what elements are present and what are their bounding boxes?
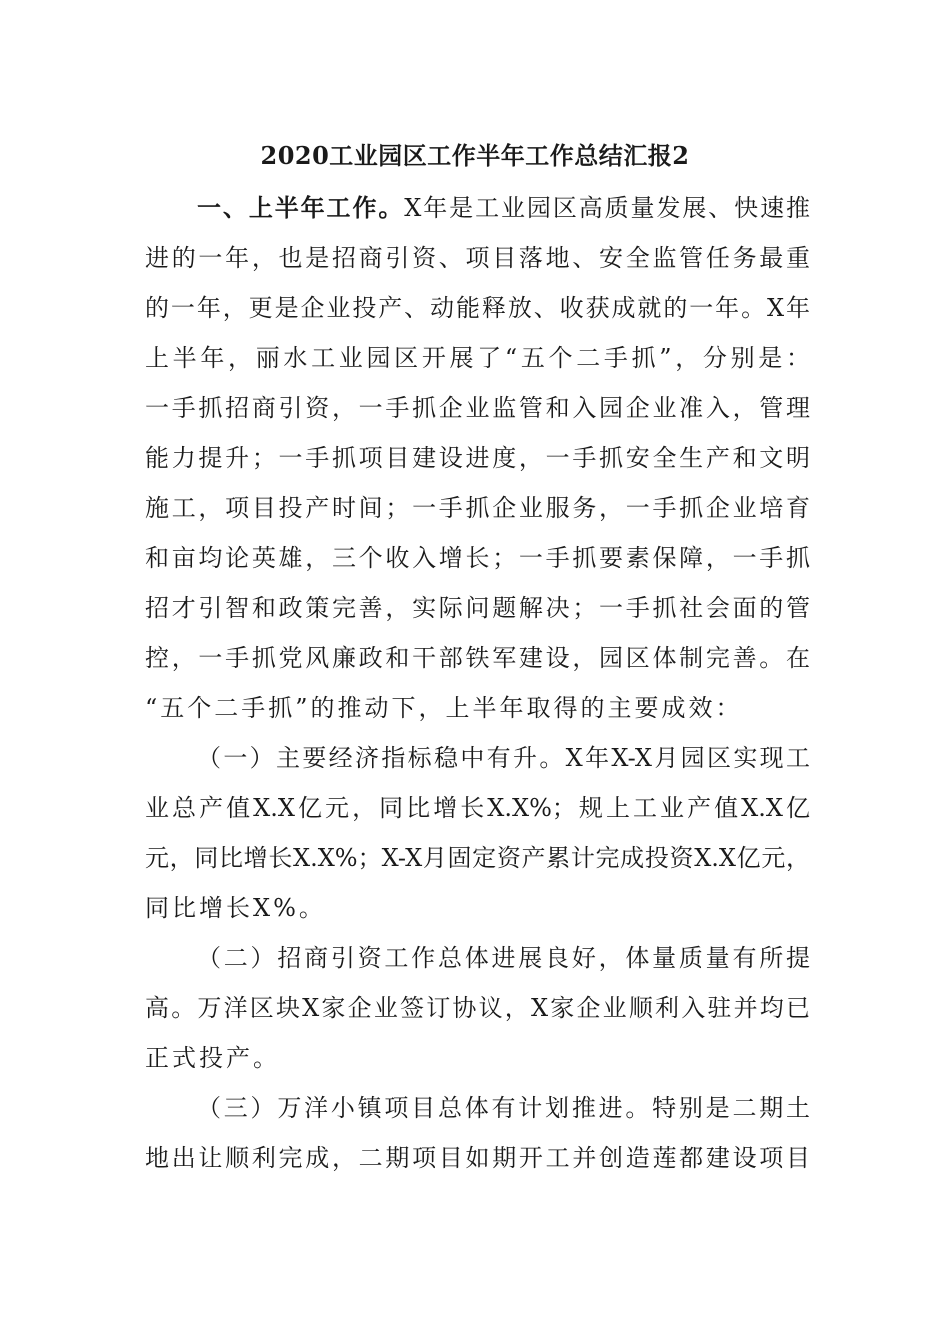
section-heading: 一、上半年工作。 — [197, 193, 405, 222]
paragraph-line: 招才引智和政策完善，实际问题解决；一手抓社会面的管 — [145, 594, 810, 622]
paragraph-line: 进的一年，也是招商引资、项目落地、安全监管任务最重 — [145, 244, 810, 272]
paragraph-investment — [145, 933, 810, 1083]
document-body — [145, 183, 810, 1183]
paragraph-line: （二）招商引资工作总体进展良好，体量质量有所提 — [197, 944, 810, 972]
paragraph-line: 和亩均论英雄，三个收入增长；一手抓要素保障，一手抓 — [145, 544, 810, 572]
paragraph-line: 同比增长X%。 — [145, 894, 326, 922]
paragraph-wanyang-town — [145, 1083, 810, 1183]
paragraph-line: 上半年，丽水工业园区开展了“五个二手抓”，分别是： — [145, 344, 810, 372]
paragraph-line — [145, 183, 810, 233]
paragraph-line: 元，同比增长X.X%；X-X月固定资产累计完成投资X.X亿元， — [145, 844, 810, 872]
document-title: 2020工业园区工作半年工作总结汇报2 — [260, 141, 690, 170]
paragraph-line: 高。万洋区块X家企业签订协议，X家企业顺利入驻并均已 — [145, 994, 810, 1022]
paragraph-line: 的一年，更是企业投产、动能释放、收获成就的一年。X年 — [145, 294, 810, 322]
paragraph-line: 施工，项目投产时间；一手抓企业服务，一手抓企业培育 — [145, 494, 810, 522]
paragraph-first-half-work — [145, 183, 810, 733]
paragraph-line-text: X年是工业园区高质量发展、快速推 — [404, 194, 811, 222]
paragraph-line: 地出让顺利完成，二期项目如期开工并创造莲都建设项目 — [145, 1144, 810, 1172]
paragraph-line: （三）万洋小镇项目总体有计划推进。特别是二期土 — [197, 1094, 810, 1122]
paragraph-line: 控，一手抓党风廉政和干部铁军建设，园区体制完善。在 — [145, 644, 810, 672]
paragraph-line: 业总产值X.X亿元，同比增长X.X%；规上工业产值X.X亿 — [145, 794, 810, 822]
paragraph-line: 正式投产。 — [145, 1044, 280, 1072]
paragraph-line: “五个二手抓”的推动下，上半年取得的主要成效： — [145, 694, 743, 722]
paragraph-line: 一手抓招商引资，一手抓企业监管和入园企业准入，管理 — [145, 394, 810, 422]
paragraph-economic-indicators — [145, 733, 810, 933]
paragraph-line: （一）主要经济指标稳中有升。X年X-X月园区实现工 — [197, 744, 810, 772]
paragraph-line: 能力提升；一手抓项目建设进度，一手抓安全生产和文明 — [145, 444, 810, 472]
